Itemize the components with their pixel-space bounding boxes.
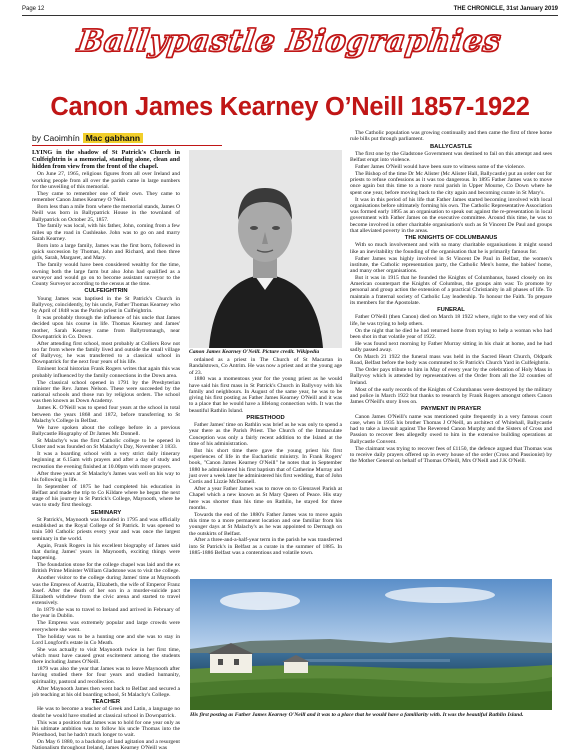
paragraph: In 1879 she was to travel to Ireland and arrived in February of the year in Dublin. [32,607,180,620]
lead-paragraph: LYING in the shadow of St Patrick's Church in Culfeightrin is a memorial, standing alone, clean and hidden from view from the front of the chapel. [32,149,180,170]
paragraph: Another visitor to the college during James' time at Maynooth was the Empress of Austria, Elizabeth, the wife of Emperor Franz Josef. After the death of her son in a murder-suicide pact Elizabeth withdrew from the civic arena and started to travel extensively. [32,575,180,607]
paragraph: They came to remember one of their own. They came to remember Canon James Kearney O 'Neill. [32,190,180,204]
paragraph: St Malachy's was the first Catholic college to be opened in Ulster and was founded on St Malachy's Day, November 3 1833. [32,437,180,451]
rathlin-photo-caption: His first posting as Father James Kearney O'Neill and it was to a place that he would have a familiarity with. It was the beautiful Rathlin Island. [190,712,524,718]
portrait-photo [189,150,342,348]
paragraph: The holiday was to be a hunting one and she was to stay in Lord Longford's estate in Co Meath. [32,633,180,646]
paragraph: Father James O'Neill would have been sure to witness some of the violence. [355,163,526,170]
paragraph: Young James was baptised in the St Patrick's Church in Ballyvoy, coincidently, by his uncle, Father Thomas Kearney who by April of 1848 was the Parish priest in Culfeightrin. [32,295,180,315]
article-column-3 [350,130,552,573]
paragraph: The Catholic population was growing continually and then came the first of three home rule bills put through parliament. [350,130,552,143]
paragraph: He was to become a teacher of Greek and Latin, a language no doubt he would have studied at classical school in Downpatrick. [32,706,180,719]
rathlin-island-photo [190,579,552,710]
paragraph: We have spoken about the college before in a previous Ballycastle Biography of Dr James Mc Donnell. [32,424,180,437]
paragraph: The Bishop of the time Dr Mc Alister (Mc Alister Hall, Ballycastle) put an order out for priests to refuse confessions as it was too dangerous. In 1895 Father James was to move once again but this time to a more rural parish in Upper Mourne, Co Down where he spent one year, before moving back to the city again and becoming curate in St Mary's. [350,170,552,196]
paragraph: But his short time there gave the young priest his first experiences of life in the Eucharistic ministry. In Frank Rogers' book, "Canon James Kearney O'Neill" he notes that in September 1880 he administered his first baptism that of Catherine Murray and just over a week later he administered his first wedding, that of John Cortis and Lizzie McDonnell. [189,447,343,486]
subheading: PRIESTHOOD [246,414,285,421]
page-number: Page 12 [22,6,45,12]
subheading: FUNERAL [437,307,465,314]
subheading: THE KNIGHTS OF COLUMBANUS [404,235,498,242]
paragraph: After attending first school, most probably at Colliers Row not too far from where the family lived and outside the small village of Ballyvoy, he was transferred to a classical school in Downpatrick for the next four years of his life. [32,340,180,366]
header-rule [22,15,558,16]
paragraph: This was a position that James was to hold for one year only as his ultimate ambition was to follow his uncle Thomas into the Priesthood, but he hadn't much longer to wait. [32,719,180,739]
series-banner [22,18,558,64]
paragraph: Canon James O'Neill's name was mentioned quite frequently in a very famous court case, when in 1935 his brother Thomas J O'Neill, an architect of Whitehall, Ballycastle had to take a lawsuit against The Reverend Canon Murphy and the Sisters of Cross and Passion to recover fees allegedly owed to him in the extensive building operations at Ballycastle Convent. [350,413,552,445]
paragraph: Father James' time on Rathlin was brief as he was only to spend a year there as the Parish Priest. The Church of the Immaculate Conception was only a fairly recent addition to the Island at the time of his administration. [189,422,342,447]
subheading: TEACHER [91,699,121,706]
paragraph: 1879 was also the year that James was to leave Maynooth after having studied there for four years and studied humanity, spirituality, pastoral and recollection. [32,666,180,685]
paragraph: St Patrick's, Maynooth was founded in 1795 and was officially established as the Royal College of St Patrick. It was opened to train 500 Catholic priests every year and was once the largest seminary in the world. [32,516,180,542]
paragraph: The claimant was trying to recover fees of £1150, the defence argued that Thomas was to receive daily prayers offered up in every house of the order (Cross and Passionist) by the Mother General on behalf of Thomas O'Neill, Mrs O'Neill and J.K O'Neill. [350,445,552,465]
portrait-caption: Canon James Kearney O'Neill. Picture credit. Wikipedia [189,349,320,355]
paragraph: After a three-and-a-half-year term in the parish he was transferred into St Patrick's in Belfast as a curate in the summer of 1885. In 1885-1886 Belfast was a contentious and volatile town. [189,537,342,556]
page-header [22,4,558,14]
byline [32,131,222,144]
article-column-2 [189,357,342,573]
paragraph: The family was local, with his father, John, coming from a few miles up the road in Cushleake. John was to go on and marry Sarah Kearney. [32,223,180,242]
subheading: SEMINARY [90,509,122,516]
banner-title: Ballypastle Biographies [75,23,505,59]
paragraph: 1880 was a momentous year for the young priest as he would have said his first mass in St Patrick's Church in Ballyvoy with his family and neighbours. In August of the same year, he was to be giving his first posting as Father James Kearney O'Neill and it was to a place that he would have a lifelong connection with. It was the beautiful Rathlin Island. [189,376,342,414]
paragraph: The first one by the Gladstone Government was destined to fail on this attempt and sees Belfast erupt into violence. [350,150,552,163]
paragraph: The Empress was extremely popular and large crowds were everywhere she went. [32,620,180,633]
paragraph: It was a boarding school with a very strict daily itinerary beginning at 6.15am with prayers and after a day of study and recreation the evening finished at 10.00pm with more prayers. [32,451,180,470]
subheading: PAYMENT IN PRAYER [420,406,482,413]
paragraph: After Maynooth James then went back to Belfast and secured a job teaching at his old boarding school, St Malachy's College. [32,685,180,698]
paragraph: With so much involvement and with so many charitable organisations it might sound like an inevitability the founding of the organisation that he is primarily famous for. [350,242,552,255]
paragraph: The family would have been considered wealthy for the time, owning both the large farm but also John had qualified as a surveyor and would go on to become assistant surveyor to the County Surveyor according to the census at the time. [32,262,180,288]
paragraph: Most of the early records of the Knights of Columbanus were destroyed by the military and police in March 1922 but thanks to research by Frank Rogers amongst others Canon James O'Neill's story lives on. [350,386,552,406]
paragraph: Eminent local historian Frank Rogers writes that again this was probably influenced by the family connections in the Down area. [32,366,180,379]
paragraph: But it was in 1915 that he founded the Knights of Columbanus, based closely on its American counterpart the Knights of Columbus, the groups aim was: To promote by personal and group action the extension of a practical Christianity in all phases of life. To maintain a fraternal society of Catholic Lay leadership. To honour the Faith. To prepare its members for the Apostolate. [350,274,552,306]
paragraph: On June 27, 1965, religious figures from all over Ireland and working people from all over the parish came in large numbers for the unveiling of this memorial. [32,171,180,190]
publication-date: THE CHRONICLE, 31st January 2019 [453,6,558,12]
subheading: CULFEIGHTRIN [84,288,128,295]
byline-prefix: by Caoimhín [32,132,80,143]
paragraph: The foundation stone for the college chapel was laid and the ex British Prime Minister William Gladstone was to visit the college. [32,562,180,575]
paragraph: The Order pays tribute to him in May of every year by the celebration of Holy Mass in Ballyvoy which is attended by representatives of the Order from all the 32 counties of Ireland. [350,367,552,386]
byline-rule [32,145,222,146]
paragraph: She was actually to visit Maynooth twice in her first time, which must have caused great excitement among the students there including James O'Neill. [32,646,180,666]
paragraph: Born into a large family, James was the first born, followed in quick succession by Thomas, John and Richard, and then three girls, Sarah, Margaret, and Mary. [32,242,180,262]
paragraph: On March 21 1922 the funeral mass was held in the Sacred Heart Church, Oldpark Road, Belfast before the body was commuted to St Patrick's Church Yard in Culfeightrin. [350,354,552,367]
paragraph: Father O'Neill (then Canon) died on March 18 1922 where, right to the very end of his life, he was trying to help others. [350,314,552,327]
paragraph: Again, Frank Rogers in his excellent biography of James said that during James' years in Maynooth, exciting things were happening. [32,542,180,562]
paragraph: He was found next morning by Father Murray sitting in his chair at home, and he had sadly passed away. [350,340,552,354]
paragraph: Towards the end of the 1880's Father James was to move again this time to a more permanent location and one familiar from his younger days at St Malachy's as he was appointed to Dermagh on the outskirts of Belfast. [189,511,342,537]
paragraph: Born less than a mile from where the memorial stands, James O Neill was born in Ballypatrick House in the townland of Ballypatrick on October 25, 1857. [32,204,180,223]
paragraph: In September of 1875 he had completed his education in Belfast and made the trip to Co Kildare where he began the next stage of his journey in St Patrick's College, Maynooth, where he was to study first theology. [32,483,180,509]
paragraph: On the night that he died he had returned home from trying to help a woman who had been shot in that volatile year of 1922. [350,327,552,340]
paragraph: After a year Father James was to move on to Glenravel Parish at Chapel which a new known as St Mary Queen of Peace. His stay here was shorter than his time on Rathlin, he stayed for three months. [189,486,342,511]
paragraph: James K. O'Neill was to spend four years at the school in total between the years 1868 and 1872, before transferring to St Malachy's College in Belfast. [32,405,180,424]
article-column-1 [32,149,180,752]
paragraph: It was in this period of his life that Father James started becoming involved with local organisations before ultimately forming his own. The Catholic Representative Association was formed early 1895 as an organisation to speak out against the re-presentation in local government with Father James on the executive committee. Around this time, he was to become involved in other charitable organisation's such as St Vincent De Paul and groups that alleviated poverty in the areas. [350,196,552,234]
paragraph: Father James was highly involved in St Vincent De Paul in Belfast, the women's institute, the Catholic representation party, the Catholic Men's home, the babies' home, and many other organisations. [350,255,552,274]
paragraph: ordained as a priest in The Church of St Macartan in Randalstown, Co Antrim. He was now a priest and at the young age of 23. [189,357,342,376]
paragraph: On May 6 1880, to a backdrop of land agitation and a resurgent Nationalism throughout Ireland, James Kearney O'Neill was [32,739,180,752]
headline: Canon James Kearney O’Neill 1857-1922 [50,93,530,121]
paragraph: The classical school opened in 1791 by the Presbyterian minister the Rev. James Nelson. These were succeeded by the national schools and those run by religious orders. The school was then known as Down Academy. [32,379,180,405]
subheading: BALLYCASTLE [430,143,472,150]
byline-name: Mac gabhann [83,133,143,143]
paragraph: It was probably through the influence of his uncle that James decided upon his course in life. Thomas Kearney and James' mother, Sarah Kearney came from Ballytromaugh, near Downpatrick in Co. Down. [32,315,180,340]
paragraph: After three years at St Malachy's James was well on his way to his following in life. [32,470,180,483]
